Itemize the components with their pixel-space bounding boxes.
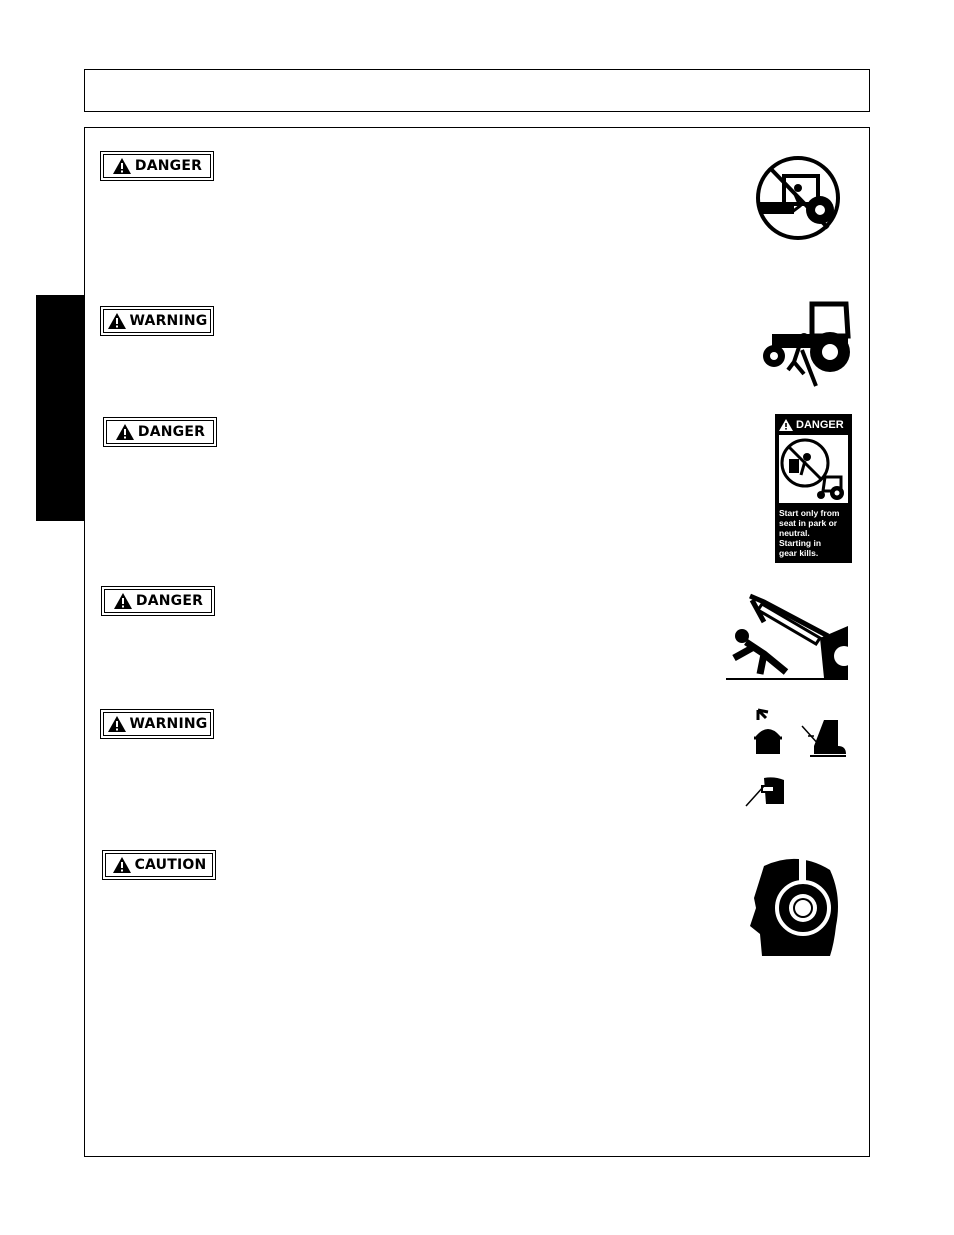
signal-word: DANGER xyxy=(134,158,203,174)
section-side-tab xyxy=(36,295,84,521)
runover-hazard-icon xyxy=(758,300,854,392)
falling-loader-hazard-icon xyxy=(724,592,850,682)
signal-word: DANGER xyxy=(137,424,206,440)
alert-triangle-icon xyxy=(113,592,133,610)
no-riders-on-tractor-icon xyxy=(754,154,842,242)
alert-triangle-icon xyxy=(112,157,132,175)
hearing-protection-icon xyxy=(748,856,842,958)
alert-triangle-icon xyxy=(779,419,793,431)
alert-triangle-icon xyxy=(107,715,127,733)
danger-signal-panel-2 xyxy=(103,417,217,447)
danger-signal-panel-1 xyxy=(100,151,214,181)
decal-title: DANGER xyxy=(796,418,844,431)
signal-word: DANGER xyxy=(135,593,204,609)
signal-word: WARNING xyxy=(129,716,208,732)
warning-signal-panel-1 xyxy=(100,306,214,336)
protective-gear-icon xyxy=(744,706,850,810)
page-header-box xyxy=(84,69,870,112)
warning-signal-panel-2 xyxy=(100,709,214,739)
alert-triangle-icon xyxy=(112,856,132,874)
no-start-from-ground-icon xyxy=(779,435,848,503)
decal-pictogram xyxy=(779,435,848,503)
alert-triangle-icon xyxy=(107,312,127,330)
caution-signal-panel xyxy=(102,850,216,880)
start-from-seat-decal xyxy=(775,414,852,563)
decal-text: Start only from seat in park or neutral. Starting in gear kills. xyxy=(779,508,840,558)
signal-word: CAUTION xyxy=(134,857,207,873)
danger-signal-panel-3 xyxy=(101,586,215,616)
alert-triangle-icon xyxy=(115,423,135,441)
signal-word: WARNING xyxy=(129,313,208,329)
